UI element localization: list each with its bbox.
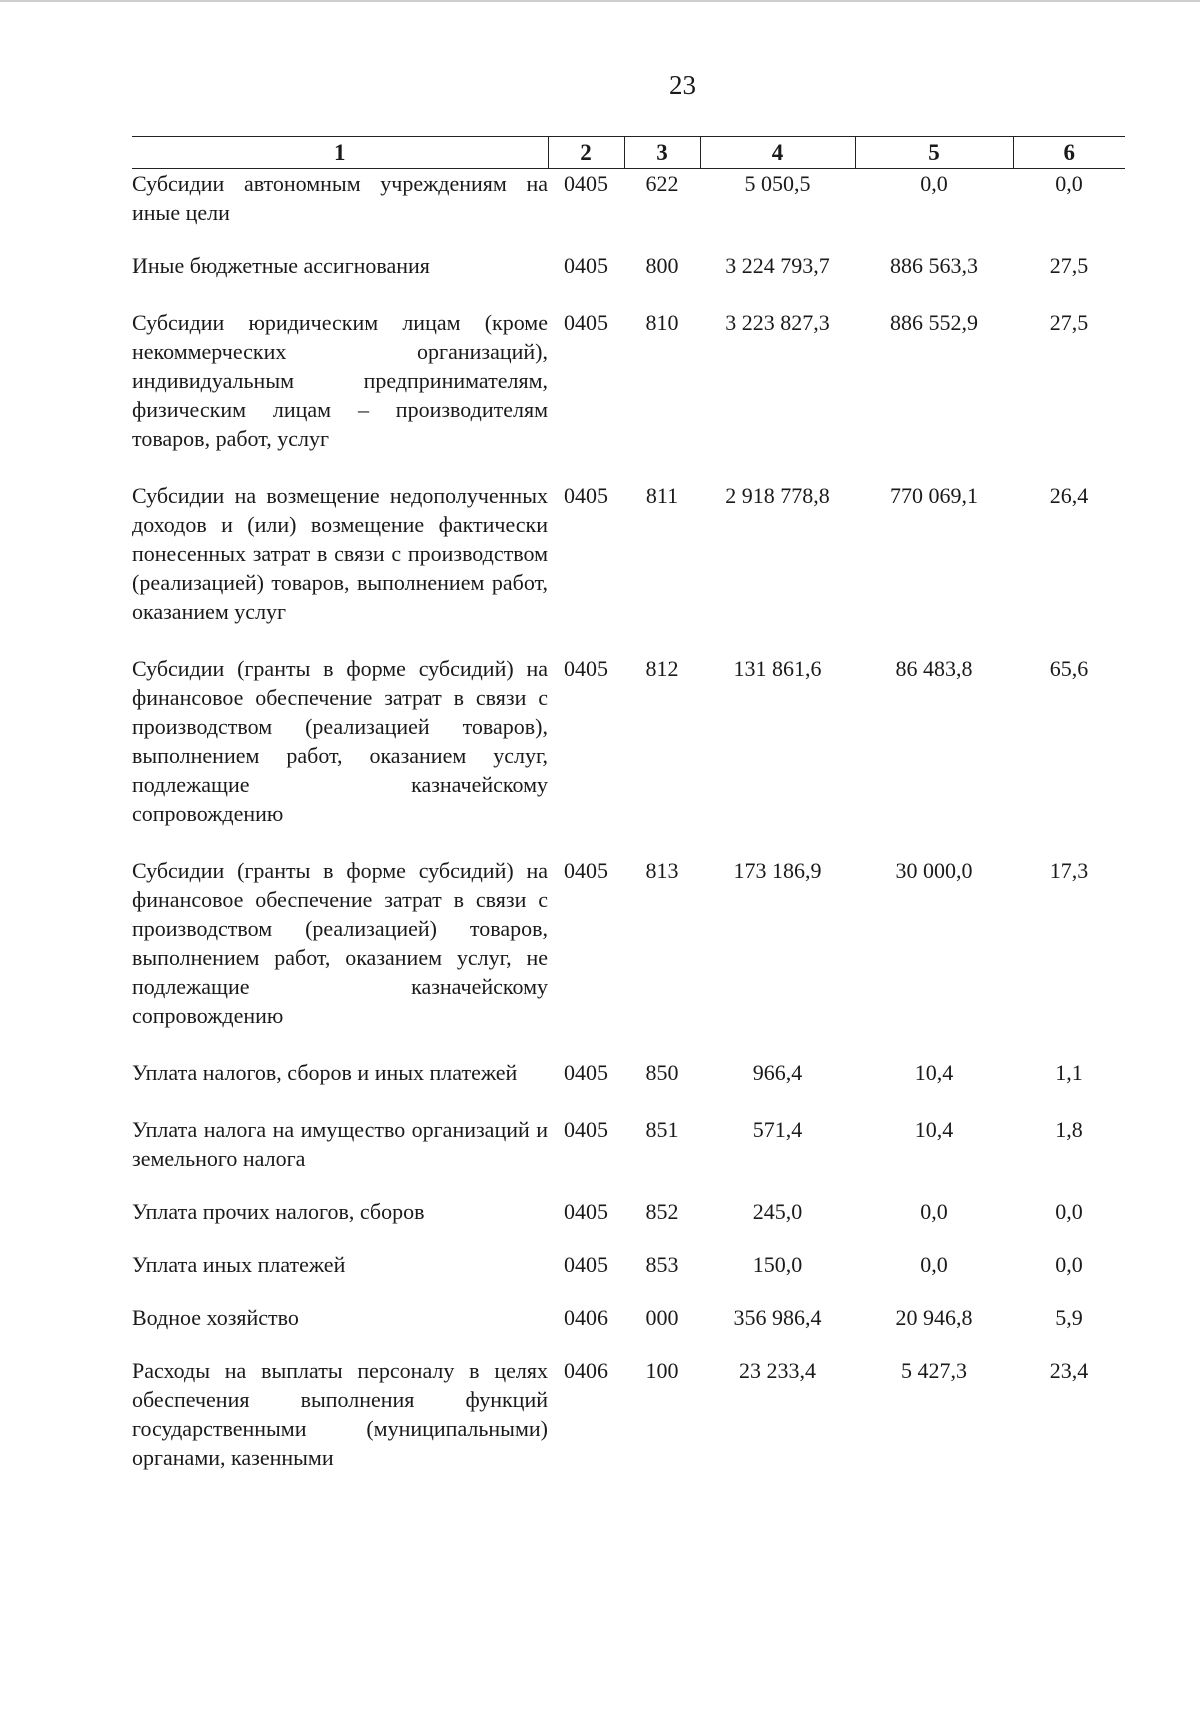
- table-row: [132, 251, 1125, 308]
- row-section: 0405: [564, 858, 608, 883]
- row-col5: 86 483,8: [895, 656, 973, 681]
- header-col-5: 5: [855, 137, 1013, 169]
- row-type: 852: [645, 1199, 679, 1224]
- row-section: 0405: [564, 253, 608, 278]
- table-row: [132, 1303, 1125, 1356]
- row-name: Субсидии (гранты в форме субсидий) на финансовое обеспечение затрат в связи с производством (реализацией товаров), выполнением работ, оказанием услуг, подлежащие казначейскому сопровождению: [132, 656, 548, 826]
- row-col6: 65,6: [1049, 656, 1089, 681]
- row-section: 0405: [564, 1252, 608, 1277]
- row-name: Субсидии юридическим лицам (кроме некоммерческих организаций), индивидуальным предпринимателям, физическим лицам – производителям товаров, работ, услуг: [132, 310, 548, 451]
- row-name: Уплата налога на имущество организаций и земельного налога: [132, 1117, 548, 1171]
- row-type: 622: [645, 171, 679, 196]
- row-col4: 571,4: [752, 1117, 803, 1142]
- row-col6: 27,5: [1049, 310, 1089, 335]
- row-type: 812: [645, 656, 679, 681]
- row-col6: 23,4: [1049, 1358, 1089, 1383]
- row-type: 100: [645, 1358, 679, 1383]
- row-col5: 770 069,1: [890, 483, 978, 508]
- row-col6: 17,3: [1049, 858, 1089, 883]
- table-row: [132, 654, 1125, 856]
- row-col4: 131 861,6: [733, 656, 822, 681]
- row-name: Субсидии автономным учреждениям на иные цели: [132, 171, 548, 225]
- table-row: [132, 169, 1125, 252]
- row-section: 0405: [564, 483, 608, 508]
- row-name: Водное хозяйство: [132, 1305, 299, 1330]
- table-row: [132, 856, 1125, 1058]
- header-col-1: 1: [132, 137, 548, 169]
- row-col5: 886 563,3: [890, 253, 978, 278]
- row-col4: 245,0: [752, 1199, 803, 1224]
- row-col5: 0,0: [920, 1252, 948, 1277]
- row-section: 0405: [564, 1117, 608, 1142]
- table-row: [132, 1197, 1125, 1250]
- row-type: 800: [645, 253, 679, 278]
- row-name: Уплата иных платежей: [132, 1252, 346, 1277]
- row-col6: 1,1: [1055, 1060, 1083, 1085]
- header-col-4: 4: [700, 137, 855, 169]
- row-name: Субсидии (гранты в форме субсидий) на финансовое обеспечение затрат в связи с производством (реализацией) товаров, выполнением работ, оказанием услуг, не подлежащие казначейскому сопровождению: [132, 858, 548, 1028]
- row-section: 0405: [564, 171, 608, 196]
- row-col5: 0,0: [920, 1199, 948, 1224]
- table-row: [132, 1058, 1125, 1115]
- header-col-2: 2: [548, 137, 624, 169]
- row-section: 0405: [564, 310, 608, 335]
- budget-table: [132, 136, 1125, 1472]
- row-type: 813: [645, 858, 679, 883]
- row-name: Уплата налогов, сборов и иных платежей: [132, 1060, 518, 1085]
- table-row: [132, 308, 1125, 481]
- row-name: Субсидии на возмещение недополученных доходов и (или) возмещение фактически понесенных затрат в связи с производством (реализацией) товаров, выполнением работ, оказанием услуг: [132, 483, 548, 624]
- row-type: 851: [645, 1117, 679, 1142]
- row-name: Расходы на выплаты персоналу в целях обеспечения выполнения функций государственными (муниципальными) органами, казенными: [132, 1358, 548, 1470]
- row-col4: 356 986,4: [733, 1305, 822, 1330]
- row-col5: 5 427,3: [901, 1358, 967, 1383]
- row-col6: 0,0: [1055, 1199, 1083, 1224]
- table-row: [132, 1250, 1125, 1303]
- row-section: 0406: [564, 1305, 608, 1330]
- row-col5: 20 946,8: [895, 1305, 973, 1330]
- row-col5: 30 000,0: [895, 858, 973, 883]
- row-type: 811: [645, 483, 679, 508]
- page-top-rule: [0, 0, 1200, 2]
- header-col-3: 3: [624, 137, 700, 169]
- row-type: 810: [645, 310, 679, 335]
- row-col5: 886 552,9: [890, 310, 978, 335]
- row-name: Уплата прочих налогов, сборов: [132, 1199, 425, 1224]
- row-col4: 3 223 827,3: [725, 310, 830, 335]
- row-type: 000: [645, 1305, 679, 1330]
- row-col5: 10,4: [914, 1117, 954, 1142]
- row-section: 0405: [564, 656, 608, 681]
- row-col4: 5 050,5: [744, 171, 811, 196]
- row-col4: 3 224 793,7: [725, 253, 830, 278]
- page-number: 23: [669, 70, 696, 100]
- row-col5: 10,4: [914, 1060, 954, 1085]
- row-type: 850: [645, 1060, 679, 1085]
- table-row: [132, 1115, 1125, 1197]
- row-name: Иные бюджетные ассигнования: [132, 253, 430, 278]
- row-col6: 27,5: [1049, 253, 1089, 278]
- row-col4: 2 918 778,8: [725, 483, 830, 508]
- table-row: [132, 481, 1125, 654]
- row-col4: 150,0: [752, 1252, 803, 1277]
- row-col6: 0,0: [1055, 1252, 1083, 1277]
- row-col6: 5,9: [1055, 1305, 1083, 1330]
- row-col4: 23 233,4: [739, 1358, 816, 1383]
- row-section: 0406: [564, 1358, 608, 1383]
- row-col4: 966,4: [752, 1060, 803, 1085]
- row-col6: 26,4: [1049, 483, 1089, 508]
- row-col6: 0,0: [1055, 171, 1083, 196]
- table-row: [132, 1356, 1125, 1472]
- row-type: 853: [645, 1252, 679, 1277]
- table-header-row: [132, 137, 1125, 169]
- row-section: 0405: [564, 1060, 608, 1085]
- row-col4: 173 186,9: [733, 858, 822, 883]
- row-col5: 0,0: [920, 171, 948, 196]
- row-section: 0405: [564, 1199, 608, 1224]
- header-col-6: 6: [1013, 137, 1125, 169]
- row-col6: 1,8: [1055, 1117, 1083, 1142]
